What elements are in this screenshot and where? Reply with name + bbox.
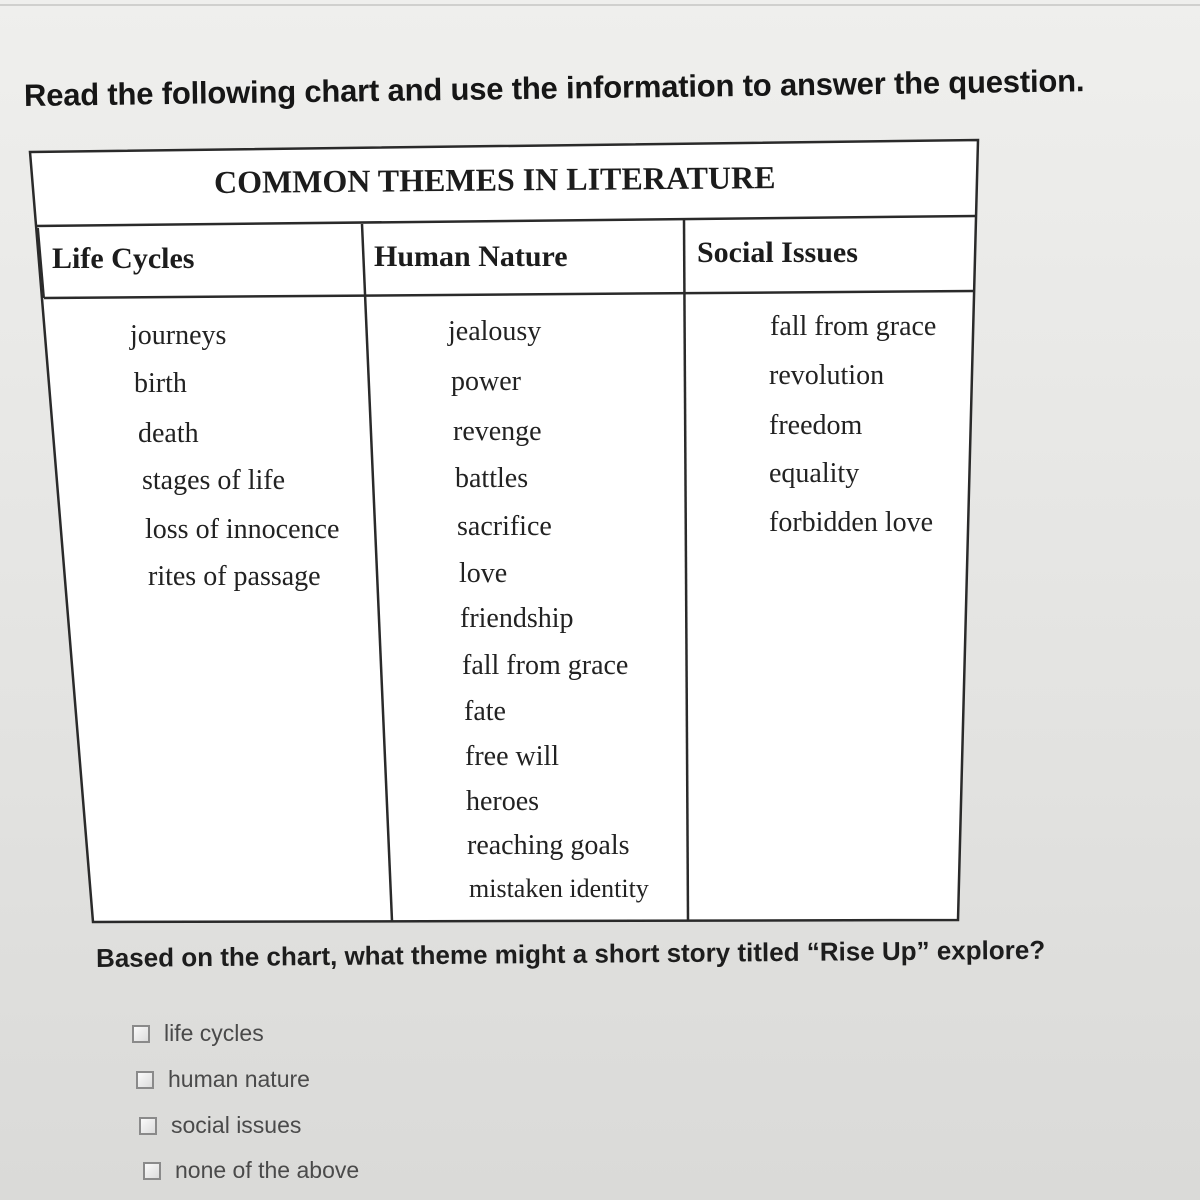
human-nature-item: jealousy bbox=[448, 316, 542, 347]
option-social-issues[interactable] bbox=[139, 1112, 301, 1139]
life-cycles-item: birth bbox=[134, 368, 187, 399]
column-header-life-cycles: Life Cycles bbox=[52, 242, 195, 275]
column-header-social-issues: Social Issues bbox=[697, 236, 858, 269]
human-nature-item: revenge bbox=[453, 416, 542, 447]
life-cycles-item: rites of passage bbox=[148, 561, 321, 592]
human-nature-item: mistaken identity bbox=[469, 874, 649, 903]
chart-title: COMMON THEMES IN LITERATURE bbox=[213, 159, 776, 200]
option-checkbox[interactable] bbox=[139, 1117, 157, 1135]
option-checkbox[interactable] bbox=[132, 1025, 150, 1043]
human-nature-item: free will bbox=[465, 741, 560, 772]
social-issues-item: equality bbox=[769, 458, 860, 489]
life-cycles-item: journeys bbox=[130, 320, 227, 351]
option-label: life cycles bbox=[164, 1020, 264, 1046]
option-label: social issues bbox=[171, 1112, 302, 1138]
social-issues-item: forbidden love bbox=[769, 507, 934, 538]
instruction-text: Read the following chart and use the information to answer the question. bbox=[23, 63, 1085, 113]
human-nature-item: heroes bbox=[466, 786, 540, 817]
question-text: Based on the chart, what theme might a short story titled “Rise Up” explore? bbox=[95, 934, 1046, 973]
column-header-human-nature: Human Nature bbox=[374, 240, 568, 273]
life-cycles-item: death bbox=[138, 418, 199, 449]
life-cycles-item: loss of innocence bbox=[145, 514, 340, 545]
human-nature-item: sacrifice bbox=[457, 511, 552, 542]
human-nature-item: battles bbox=[455, 463, 529, 494]
option-human-nature[interactable] bbox=[136, 1066, 310, 1093]
life-cycles-item: stages of life bbox=[142, 465, 286, 496]
social-issues-item: fall from grace bbox=[770, 311, 937, 342]
human-nature-item: friendship bbox=[460, 603, 574, 634]
option-label: human nature bbox=[168, 1066, 310, 1092]
option-none-of-the-above[interactable] bbox=[143, 1157, 359, 1184]
human-nature-item: power bbox=[451, 366, 521, 397]
option-checkbox[interactable] bbox=[143, 1162, 161, 1180]
option-life-cycles[interactable] bbox=[132, 1020, 264, 1047]
human-nature-item: love bbox=[459, 558, 508, 589]
human-nature-item: fate bbox=[464, 696, 506, 727]
social-issues-item: revolution bbox=[769, 360, 885, 391]
human-nature-item: reaching goals bbox=[467, 830, 630, 861]
social-issues-item: freedom bbox=[769, 410, 863, 441]
human-nature-item: fall from grace bbox=[462, 650, 629, 681]
option-checkbox[interactable] bbox=[136, 1071, 154, 1089]
option-label: none of the above bbox=[175, 1157, 360, 1183]
